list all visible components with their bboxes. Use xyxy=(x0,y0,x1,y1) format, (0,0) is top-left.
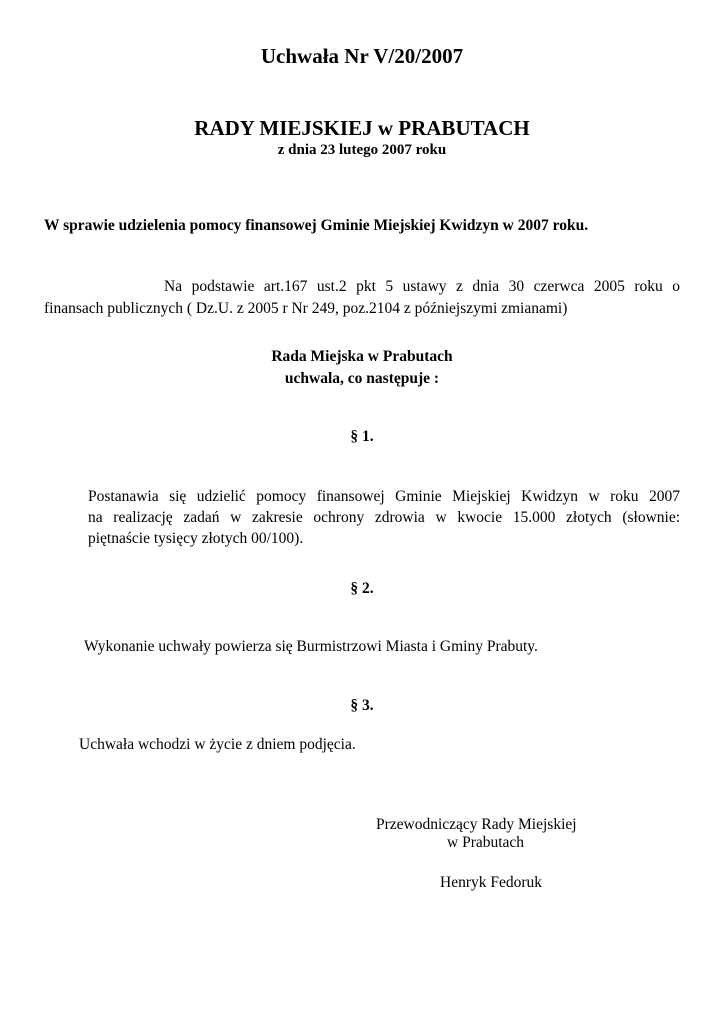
section-2-heading: § 2. xyxy=(350,580,374,597)
decree-line-1: Rada Miejska w Prabutach xyxy=(271,348,453,365)
section-1-line-2: na realizację zadań w zakresie ochrony zdrowia w kwocie 15.000 złotych (słownie: xyxy=(88,509,680,526)
resolution-title: Uchwała Nr V/20/2007 xyxy=(260,44,464,68)
signatory-name: Henryk Fedoruk xyxy=(440,874,543,891)
resolution-date: z dnia 23 lutego 2007 roku xyxy=(277,142,447,158)
legal-basis-paragraph xyxy=(44,276,680,320)
signatory-role-line-1: Przewodniczący Rady Miejskiej xyxy=(376,816,577,833)
council-name: RADY MIEJSKIEJ w PRABUTACH xyxy=(194,116,530,140)
section-1-line-1: Postanawia się udzielić pomocy finansowej Gminie Miejskiej Kwidzyn w roku 2007 xyxy=(88,488,680,505)
section-2-body: Wykonanie uchwały powierza się Burmistrzowi Miasta i Gminy Prabuty. xyxy=(84,638,538,655)
legal-basis-line-1: Na podstawie art.167 ust.2 pkt 5 ustawy z dnia 30 czerwca 2005 roku o xyxy=(164,278,680,295)
section-1-line-3: piętnaście tysięcy złotych 00/100). xyxy=(88,530,304,547)
decree-line-2: uchwala, co następuje : xyxy=(284,370,440,387)
resolution-subject: W sprawie udzielenia pomocy finansowej Gminie Miejskiej Kwidzyn w 2007 roku. xyxy=(44,217,589,234)
signatory-role-line-2: w Prabutach xyxy=(447,834,525,851)
section-1-heading: § 1. xyxy=(350,428,374,445)
legal-basis-line-2: finansach publicznych ( Dz.U. z 2005 r Nr 249, poz.2104 z późniejszymi zmianami) xyxy=(44,300,568,317)
section-3-heading: § 3. xyxy=(350,697,374,714)
section-1-body xyxy=(88,486,680,549)
section-3-body: Uchwała wchodzi w życie z dniem podjęcia. xyxy=(79,736,356,753)
